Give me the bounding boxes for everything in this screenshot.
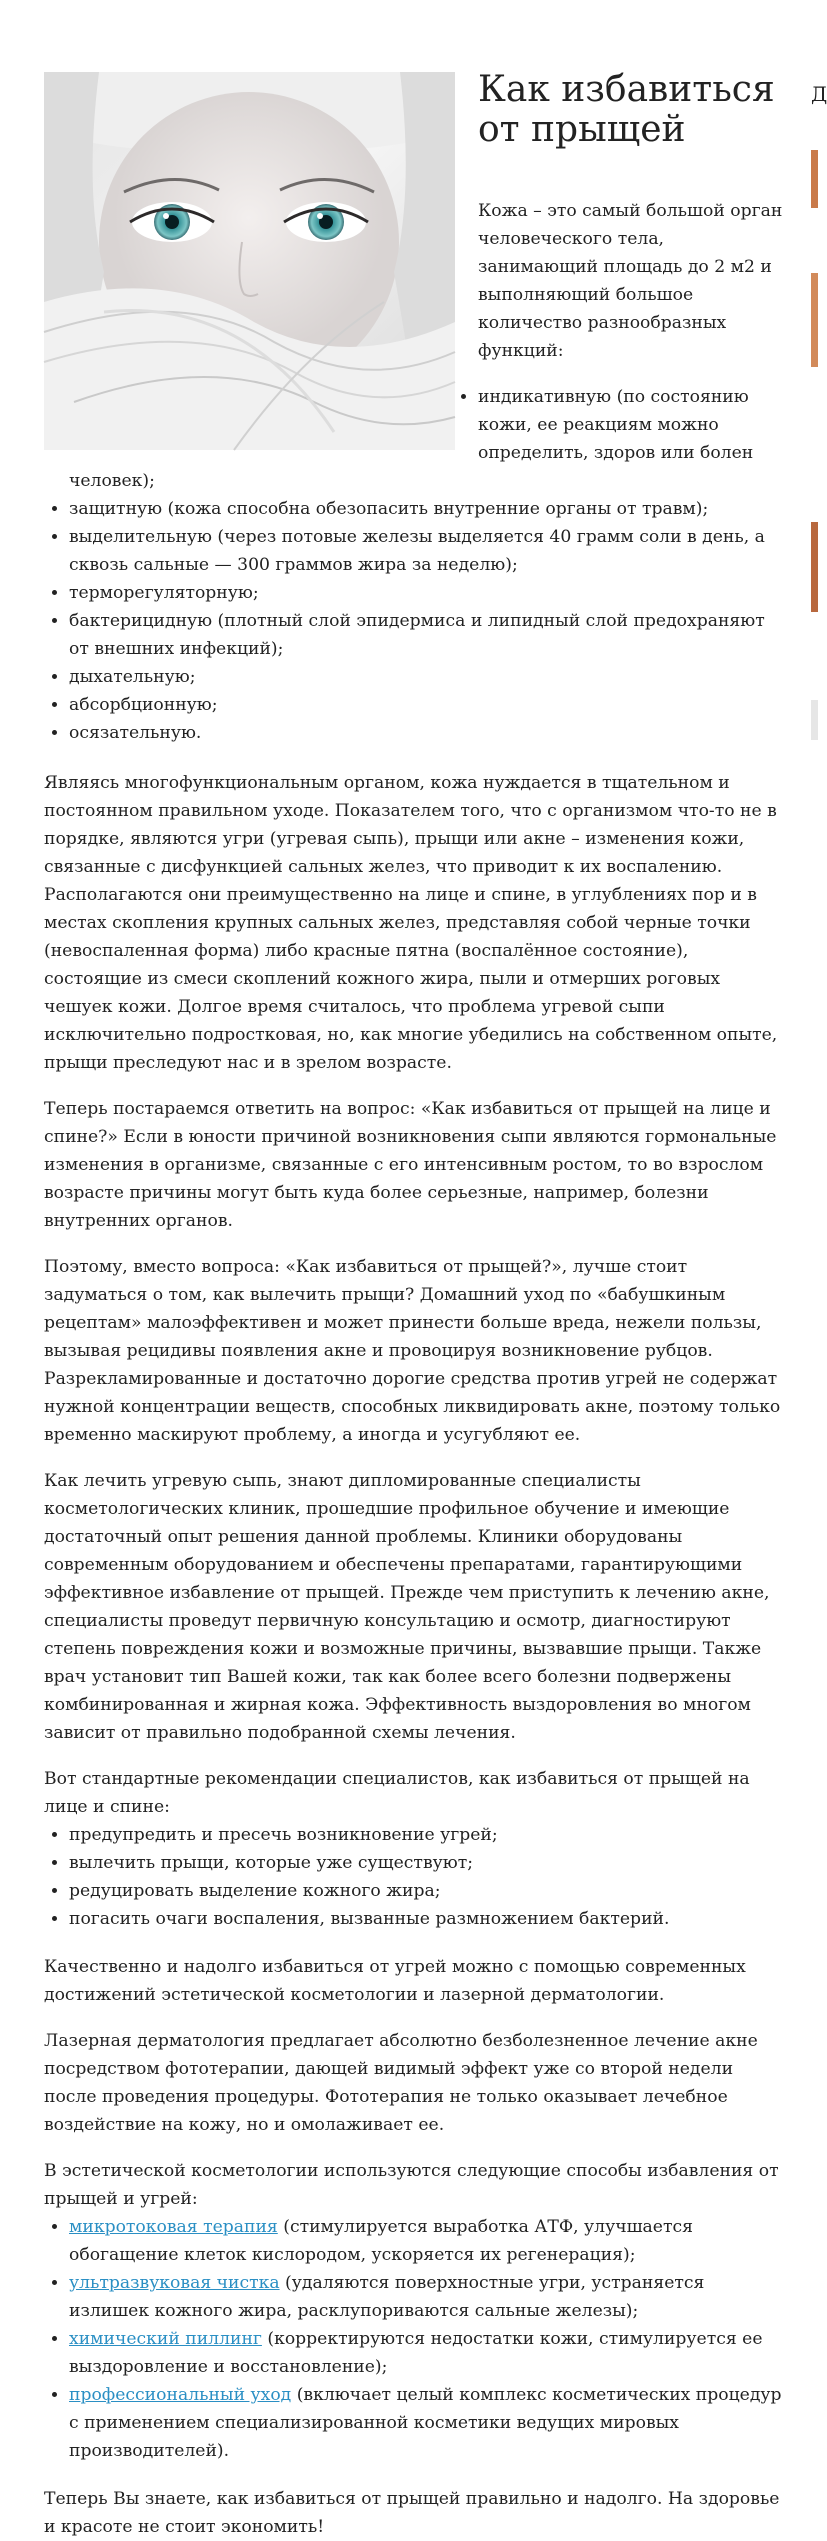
method-link-ultrasonic[interactable]: ультразвуковая чистка [69, 2273, 280, 2293]
list-item [69, 2213, 788, 2269]
list-item: • осязательную. [69, 719, 788, 747]
sidebar-heading: Д [811, 82, 827, 106]
paragraph-5: Вот стандартные рекомендации специалистов, как избавиться от прыщей на лице и спине: [44, 1769, 750, 1817]
list-item: • дыхательную; [69, 663, 788, 691]
sidebar-divider [811, 700, 818, 740]
list-item: • выделительную (через потовые железы выделяется 40 грамм соли в день, а сквозь сальные — 300 граммов жира за неделю); [69, 523, 788, 579]
method-link-microcurrent[interactable]: микротоковая терапия [69, 2217, 278, 2237]
method-description: (включает целый комплекс косметических процедур с применением специализированной косметики ведущих мировых производителей). [69, 2385, 782, 2461]
article-title-line-1: Как избавиться [478, 69, 775, 110]
paragraph-6: Качественно и надолго избавиться от угрей можно с помощью современных достижений эстетической косметологии и лазерной дерматологии. [44, 1957, 746, 2005]
recommendations-list [44, 1821, 788, 1933]
article-title-line-2: от прыщей [478, 109, 686, 150]
sidebar-thumbnail-1[interactable] [811, 150, 818, 208]
method-link-peeling[interactable]: химический пиллинг [69, 2329, 262, 2349]
intro-paragraph: Кожа – это самый большой орган человеческого тела, занимающий площадь до 2 м2 и выполняющий большое количество разнообразных функций: [478, 201, 783, 361]
paragraph-8: В эстетической косметологии используются следующие способы избавления от прыщей и угрей: [44, 2161, 779, 2209]
list-item: • вылечить прыщи, которые уже существуют; [69, 1849, 788, 1877]
list-item [69, 2269, 788, 2325]
sidebar-thumbnail-2[interactable] [811, 273, 818, 367]
list-item: • абсорбционную; [69, 691, 788, 719]
article-photo [44, 72, 455, 450]
sidebar [811, 0, 827, 760]
method-description: (стимулируется выработка АТФ, улучшается обогащение клеток кислородом, ускоряется их регенерация); [69, 2217, 693, 2265]
paragraph-9: Теперь Вы знаете, как избавиться от прыщей правильно и надолго. На здоровье и красоте не стоит экономить! [44, 2489, 780, 2537]
list-item: • предупредить и пресечь возникновение угрей; [69, 1821, 788, 1849]
sidebar-thumbnail-3[interactable] [811, 522, 818, 612]
paragraph-1: Являясь многофункциональным органом, кожа нуждается в тщательном и постоянном правильном уходе. Показателем того, что с организмом что-то не в порядке, являются угри (угревая сыпь), прыщи или акне – изменения кожи, связанные с дисфункцией сальных желез, что приводит к их воспалению. Располагаются они преимущественно на лице и спине, в углублениях пор и в местах скопления крупных сальных желез, представляя собой черные точки (невоспаленная форма) либо красные пятна (воспалённое состояние), состоящие из смеси скоплений кожного жира, пыли и отмерших роговых чешуек кожи. Долгое время считалось, что проблема угревой сыпи исключительно подростковая, но, как многие убедились на собственном опыте, прыщи преследуют нас и в зрелом возрасте. [44, 773, 778, 1073]
list-item: • защитную (кожа способна обезопасить внутренние органы от травм); [69, 495, 788, 523]
list-item: • индикативную (по состоянию кожи, ее реакциям можно определить, здоров или болен человек); [69, 383, 788, 495]
paragraph-7: Лазерная дерматология предлагает абсолютно безболезненное лечение акне посредством фототерапии, дающей видимый эффект уже со второй недели после проведения процедуры. Фототерапия не только оказывает лечебное воздействие на кожу, но и омолаживает ее. [44, 2031, 758, 2135]
paragraph-2: Теперь постараемся ответить на вопрос: «Как избавиться от прыщей на лице и спине?» Если в юности причиной возникновения сыпи являются гормональные изменения в организме, связанные с его интенсивным ростом, то во взрослом возрасте причины могут быть куда более серьезные, например, болезни внутренних органов. [44, 1099, 777, 1231]
list-item [69, 2381, 788, 2465]
list-item: • терморегуляторную; [69, 579, 788, 607]
method-description: (удаляются поверхностные угри, устраняется излишек кожного жира, расклупориваются сальные железы); [69, 2273, 705, 2321]
list-item: • бактерицидную (плотный слой эпидермиса и липидный слой предохраняют от внешних инфекций); [69, 607, 788, 663]
methods-list [44, 2213, 788, 2465]
list-item: • редуцировать выделение кожного жира; [69, 1877, 788, 1905]
article [44, 70, 788, 2541]
method-link-professional-care[interactable]: профессиональный уход [69, 2385, 292, 2405]
method-description: (корректируются недостатки кожи, стимулируется ее выздоровление и восстановление); [69, 2329, 763, 2377]
list-item [69, 2325, 788, 2381]
paragraph-4: Как лечить угревую сыпь, знают дипломированные специалисты косметологических клиник, прошедшие профильное обучение и имеющие достаточный опыт решения данной проблемы. Клиники оборудованы современным оборудованием и обеспечены препаратами, гарантирующими эффективное избавление от прыщей. Прежде чем приступить к лечению акне, специалисты проведут первичную консультацию и осмотр, диагностируют степень повреждения кожи и возможные причины, вызвавшие прыщи. Также врач установит тип Вашей кожи, так как более всего болезни подвержены комбинированная и жирная кожа. Эффективность выздоровления во многом зависит от правильно подобранной схемы лечения. [44, 1471, 770, 1743]
paragraph-3: Поэтому, вместо вопроса: «Как избавиться от прыщей?», лучше стоит задуматься о том, как вылечить прыщи? Домашний уход по «бабушкиным рецептам» малоэффективен и может принести больше вреда, нежели пользы, вызывая рецидивы появления акне и провоцируя возникновение рубцов. Разрекламированные и достаточно дорогие средства против угрей не содержат нужной концентрации веществ, способных ликвидировать акне, поэтому только временно маскируют проблему, а иногда и усугубляют ее. [44, 1257, 781, 1445]
list-item: • погасить очаги воспаления, вызванные размножением бактерий. [69, 1905, 788, 1933]
